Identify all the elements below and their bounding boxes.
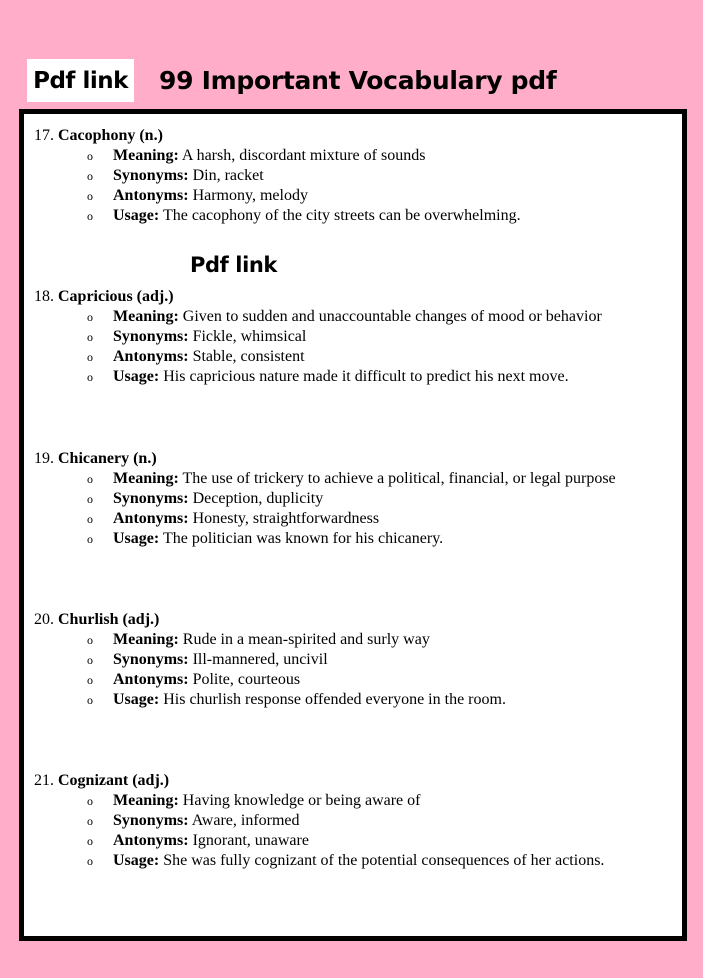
bullet-icon: o bbox=[87, 330, 93, 344]
meaning-item bbox=[34, 791, 674, 811]
usage-item bbox=[34, 367, 674, 387]
synonyms-text: Deception, duplicity bbox=[192, 490, 324, 507]
pdf-link-button[interactable]: Pdf link bbox=[27, 59, 134, 102]
bullet-icon: o bbox=[87, 653, 93, 667]
synonyms-text: Fickle, whimsical bbox=[192, 328, 307, 345]
usage-text: She was fully cognizant of the potential consequences of her actions. bbox=[163, 852, 605, 869]
synonyms-text: Aware, informed bbox=[191, 812, 300, 829]
usage-item bbox=[34, 529, 674, 549]
synonyms-label: Synonyms: bbox=[113, 651, 189, 668]
page-title: 99 Important Vocabulary pdf bbox=[159, 66, 557, 95]
synonyms-label: Synonyms: bbox=[113, 328, 189, 345]
bullet-icon: o bbox=[87, 814, 93, 828]
bullet-icon: o bbox=[87, 794, 93, 808]
usage-label: Usage: bbox=[113, 530, 160, 547]
meaning-item bbox=[34, 469, 674, 489]
meaning-text: Given to sudden and unaccountable changes of mood or behavior bbox=[182, 308, 602, 325]
synonyms-item bbox=[34, 166, 674, 186]
bullet-icon: o bbox=[87, 472, 93, 486]
vocab-entry bbox=[34, 771, 674, 871]
synonyms-label: Synonyms: bbox=[113, 490, 189, 507]
bullet-icon: o bbox=[87, 149, 93, 163]
usage-label: Usage: bbox=[113, 368, 160, 385]
synonyms-text: Din, racket bbox=[192, 167, 264, 184]
synonyms-label: Synonyms: bbox=[113, 812, 189, 829]
usage-label: Usage: bbox=[113, 852, 160, 869]
synonyms-item bbox=[34, 327, 674, 347]
antonyms-text: Honesty, straightforwardness bbox=[192, 510, 380, 527]
bullet-icon: o bbox=[87, 370, 93, 384]
pdf-link-inline[interactable]: Pdf link bbox=[190, 253, 277, 277]
entry-number: 21. bbox=[34, 772, 54, 789]
entry-number: 17. bbox=[34, 127, 54, 144]
usage-text: The politician was known for his chicanery. bbox=[162, 530, 444, 547]
entry-word: Chicanery (n.) bbox=[58, 450, 157, 467]
antonyms-label: Antonyms: bbox=[113, 348, 189, 365]
meaning-label: Meaning: bbox=[113, 147, 179, 164]
entry-word: Churlish (adj.) bbox=[58, 611, 160, 628]
entry-heading bbox=[34, 771, 674, 791]
meaning-item bbox=[34, 146, 674, 166]
meaning-label: Meaning: bbox=[113, 308, 179, 325]
synonyms-item bbox=[34, 489, 674, 509]
usage-label: Usage: bbox=[113, 691, 160, 708]
bullet-icon: o bbox=[87, 532, 93, 546]
bullet-icon: o bbox=[87, 169, 93, 183]
antonyms-label: Antonyms: bbox=[113, 510, 189, 527]
bullet-icon: o bbox=[87, 673, 93, 687]
vocab-entry bbox=[34, 287, 674, 387]
antonyms-text: Ignorant, unaware bbox=[192, 832, 309, 849]
antonyms-text: Polite, courteous bbox=[192, 671, 301, 688]
bullet-icon: o bbox=[87, 350, 93, 364]
usage-text: His capricious nature made it difficult to predict his next move. bbox=[163, 368, 569, 385]
bullet-icon: o bbox=[87, 492, 93, 506]
antonyms-item bbox=[34, 186, 674, 206]
vocab-entry bbox=[34, 610, 674, 710]
vocabulary-document bbox=[19, 109, 687, 941]
meaning-text: Having knowledge or being aware of bbox=[182, 792, 421, 809]
antonyms-item bbox=[34, 670, 674, 690]
antonyms-text: Harmony, melody bbox=[192, 187, 308, 204]
antonyms-label: Antonyms: bbox=[113, 832, 189, 849]
meaning-text: Rude in a mean-spirited and surly way bbox=[182, 631, 430, 648]
meaning-label: Meaning: bbox=[113, 631, 179, 648]
usage-item bbox=[34, 206, 674, 226]
meaning-label: Meaning: bbox=[113, 792, 179, 809]
synonyms-item bbox=[34, 650, 674, 670]
entry-heading bbox=[34, 610, 674, 630]
entry-number: 20. bbox=[34, 611, 54, 628]
bullet-icon: o bbox=[87, 189, 93, 203]
usage-item bbox=[34, 851, 674, 871]
synonyms-label: Synonyms: bbox=[113, 167, 189, 184]
usage-text: His churlish response offended everyone in the room. bbox=[163, 691, 506, 708]
entry-word: Capricious (adj.) bbox=[58, 288, 174, 305]
entry-heading bbox=[34, 287, 674, 307]
entry-heading bbox=[34, 449, 674, 469]
entry-word: Cognizant (adj.) bbox=[58, 772, 170, 789]
meaning-label: Meaning: bbox=[113, 470, 179, 487]
antonyms-text: Stable, consistent bbox=[192, 348, 305, 365]
bullet-icon: o bbox=[87, 633, 93, 647]
bullet-icon: o bbox=[87, 834, 93, 848]
meaning-text: The use of trickery to achieve a political, financial, or legal purpose bbox=[182, 470, 616, 487]
entry-number: 19. bbox=[34, 450, 54, 467]
vocab-entry bbox=[34, 126, 674, 226]
synonyms-text: Ill-mannered, uncivil bbox=[192, 651, 328, 668]
bullet-icon: o bbox=[87, 310, 93, 324]
synonyms-item bbox=[34, 811, 674, 831]
bullet-icon: o bbox=[87, 512, 93, 526]
meaning-item bbox=[34, 630, 674, 650]
usage-text: The cacophony of the city streets can be overwhelming. bbox=[162, 207, 521, 224]
bullet-icon: o bbox=[87, 854, 93, 868]
antonyms-label: Antonyms: bbox=[113, 187, 189, 204]
usage-label: Usage: bbox=[113, 207, 160, 224]
antonyms-item bbox=[34, 347, 674, 367]
antonyms-label: Antonyms: bbox=[113, 671, 189, 688]
antonyms-item bbox=[34, 509, 674, 529]
entry-heading bbox=[34, 126, 674, 146]
entry-number: 18. bbox=[34, 288, 54, 305]
meaning-text: A harsh, discordant mixture of sounds bbox=[181, 147, 426, 164]
usage-item bbox=[34, 690, 674, 710]
bullet-icon: o bbox=[87, 209, 93, 223]
antonyms-item bbox=[34, 831, 674, 851]
bullet-icon: o bbox=[87, 693, 93, 707]
vocab-entry bbox=[34, 449, 674, 549]
meaning-item bbox=[34, 307, 674, 327]
entry-word: Cacophony (n.) bbox=[58, 127, 163, 144]
